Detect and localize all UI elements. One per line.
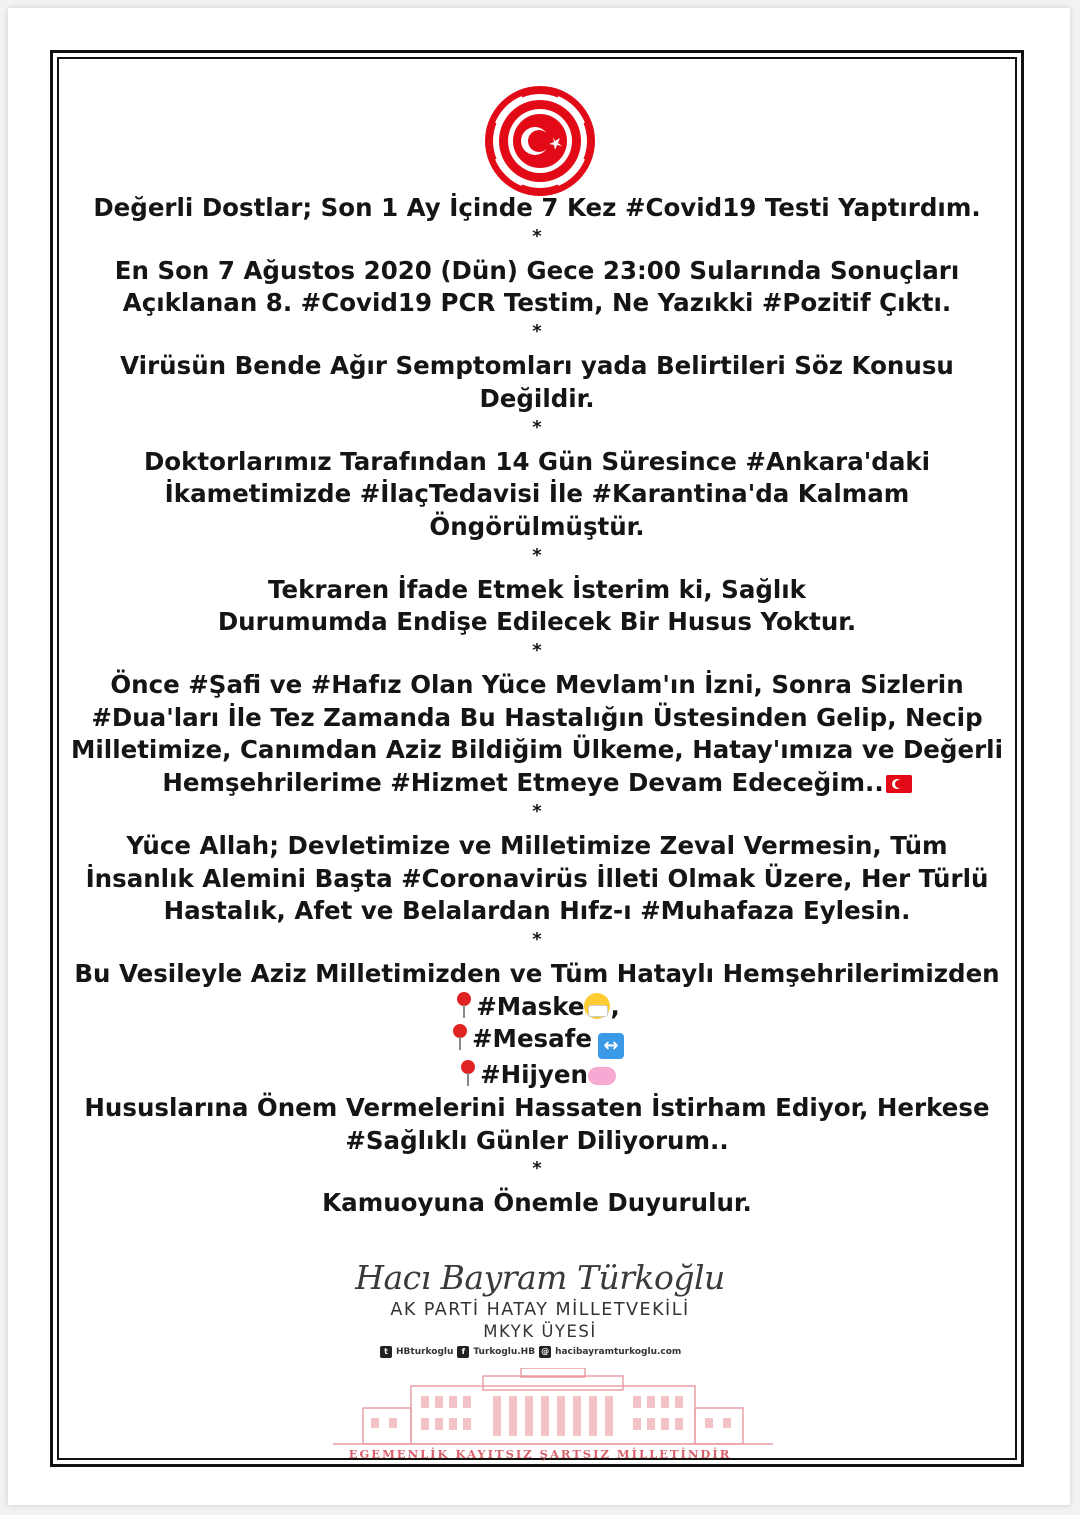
line-8: Öngörülmüştür. xyxy=(429,511,645,541)
signature-title: AK PARTİ HATAY MİLLETVEKİLİ xyxy=(390,1300,690,1320)
separator: * xyxy=(532,544,542,566)
line-15: Yüce Allah; Devletimize ve Milletimize Zeval Vermesin, Tüm xyxy=(126,830,948,860)
signature-name: Hacı Bayram Türkoğlu xyxy=(355,1258,725,1297)
parliament-building-icon xyxy=(333,1368,773,1450)
line-5: Değildir. xyxy=(479,383,595,413)
round-pushpin-icon xyxy=(454,991,474,1019)
line-3: Açıklanan 8. #Covid19 PCR Testim, Ne Yazıkki #Pozitif Çıktı. xyxy=(122,288,952,318)
soap-icon xyxy=(588,1067,616,1085)
separator: * xyxy=(532,928,542,950)
line-14-wrap xyxy=(60,767,1014,800)
line-19-wrap xyxy=(60,991,1014,1024)
separator: * xyxy=(532,321,542,343)
line-7: İkametimizde #İlaçTedavisi İle #Karantina'da Kalmam xyxy=(164,479,910,509)
statement-body xyxy=(60,192,1014,1220)
line-12: #Dua'ları İle Tez Zamanda Bu Hastalığın Üstesinden Gelip, Necip xyxy=(91,702,983,732)
line-24: Kamuoyuna Önemle Duyurulur. xyxy=(322,1188,752,1218)
line-16: İnsanlık Alemini Başta #Coronavirüs İlleti Olmak Üzere, Her Türlü xyxy=(85,863,989,893)
line-19: #Maske xyxy=(476,991,585,1021)
line-6: Doktorlarımız Tarafından 14 Gün Süresince #Ankara'daki xyxy=(143,446,931,476)
line-10: Durumumda Endişe Edilecek Bir Husus Yoktur. xyxy=(217,607,857,637)
line-14: Hemşehrilerime #Hizmet Etmeye Devam Edeceğim.. xyxy=(162,768,884,798)
twitter-icon: t xyxy=(380,1346,392,1358)
line-23: #Sağlıklı Günler Diliyorum.. xyxy=(345,1125,729,1155)
motto-text: EGEMENLİK KAYITSIZ ŞARTSIZ MİLLETİNDİR xyxy=(348,1447,732,1461)
line-4: Virüsün Bende Ağır Semptomları yada Belirtileri Söz Konusu xyxy=(120,351,954,381)
line-19-suffix: , xyxy=(610,991,620,1021)
line-13: Milletimize, Canımdan Aziz Bildiğim Ülkeme, Hatay'ımıza ve Değerli xyxy=(71,735,1003,765)
website-link[interactable]: hacibayramturkoglu.com xyxy=(555,1347,682,1357)
line-21-wrap xyxy=(60,1059,1014,1092)
line-20: #Mesafe xyxy=(472,1024,592,1054)
separator: * xyxy=(532,1158,542,1180)
line-21: #Hijyen xyxy=(480,1060,588,1090)
separator: * xyxy=(532,800,542,822)
line-17: Hastalık, Afet ve Belalardan Hıfz-ı #Muhafaza Eylesin. xyxy=(163,896,911,926)
round-pushpin-icon xyxy=(450,1023,470,1051)
line-9: Tekraren İfade Etmek İsterim ki, Sağlık xyxy=(268,574,806,604)
line-11: Önce #Şafi ve #Hafız Olan Yüce Mevlam'ın İzni, Sonra Sizlerin xyxy=(110,670,964,700)
separator: * xyxy=(532,225,542,247)
separator: * xyxy=(532,640,542,662)
line-1: Değerli Dostlar; Son 1 Ay İçinde 7 Kez #Covid19 Testi Yaptırdım. xyxy=(93,193,981,222)
signature-subtitle: MKYK ÜYESİ xyxy=(483,1322,597,1341)
facebook-icon: f xyxy=(457,1346,469,1358)
left-right-arrow-icon: ↔ xyxy=(598,1033,624,1059)
tbmm-emblem-icon xyxy=(482,83,598,199)
line-18: Bu Vesileyle Aziz Milletimizden ve Tüm Hataylı Hemşehrilerimizden xyxy=(74,958,1000,988)
web-icon: @ xyxy=(541,1347,550,1356)
turkey-flag-icon xyxy=(886,775,912,793)
round-pushpin-icon xyxy=(458,1059,478,1087)
line-2: En Son 7 Ağustos 2020 (Dün) Gece 23:00 Sularında Sonuçları xyxy=(114,255,960,285)
face-with-medical-mask-icon xyxy=(584,993,610,1019)
social-links xyxy=(380,1344,700,1360)
line-22: Hususlarına Önem Vermelerini Hassaten İstirham Ediyor, Herkese xyxy=(84,1093,990,1123)
facebook-handle[interactable]: Turkoglu.HB xyxy=(473,1347,536,1357)
separator: * xyxy=(532,416,542,438)
line-20-wrap xyxy=(60,1023,1014,1059)
twitter-handle[interactable]: HBturkoglu xyxy=(396,1347,454,1357)
